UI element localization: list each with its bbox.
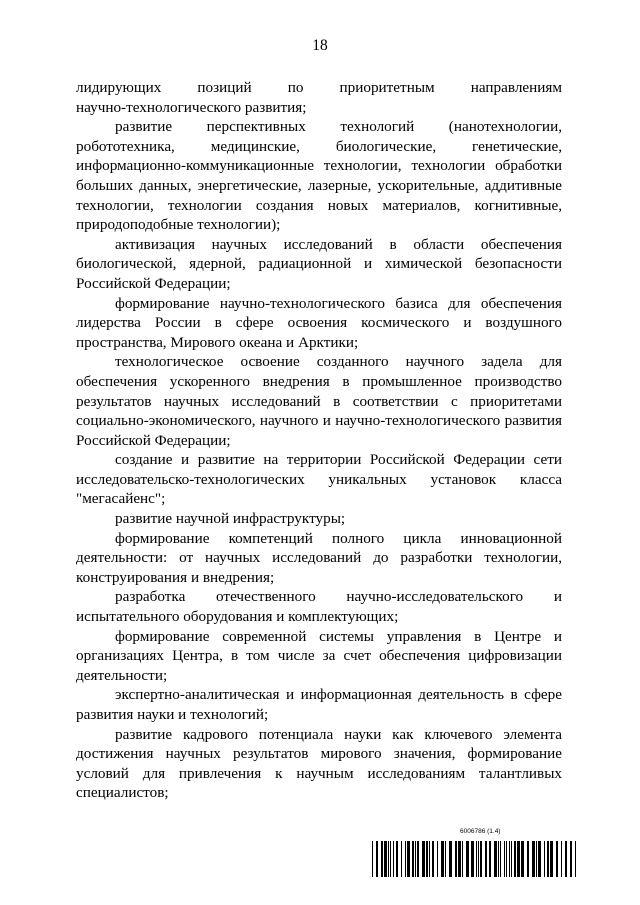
document-body	[76, 78, 562, 803]
paragraph-9: разработка отечественного научно-исследовательского и испытательного оборудования и комплектующих;	[76, 588, 562, 626]
paragraph-5: технологическое освоение созданного научного задела для обеспечения ускоренного внедрения в промышленное производство результатов научных исследований в соответствии с приоритетами социально-экономического, научного и научно-технологического развития Российской Федерации;	[76, 353, 562, 449]
paragraph-6: создание и развитие на территории Российской Федерации сети исследовательско-технологических уникальных установок класса "мегасайенс";	[76, 451, 562, 508]
paragraph-7: развитие научной инфраструктуры;	[115, 510, 346, 528]
page-number: 18	[312, 37, 328, 54]
paragraph-4: формирование научно-технологического базиса для обеспечения лидерства России в сфере освоения космического и воздушного пространства, Мирового океана и Арктики;	[76, 294, 562, 351]
paragraph-1	[76, 78, 562, 117]
paragraph-12: развитие кадрового потенциала науки как ключевого элемента достижения научных результатов мирового значения, формирование условий для привлечения к научным исследованиям талантливых специалистов;	[76, 725, 562, 802]
barcode-caption: 6006786 (1.4)	[460, 828, 501, 835]
barcode-icon	[372, 841, 576, 877]
paragraph-2: развитие перспективных технологий (нанотехнологии, робототехника, медицинские, биологические, генетические, информационно-коммуникационные технологии, технологии обработки больших данных, энергетические, лазерные, ускорительные, аддитивные технологии, технологии создания новых материалов, когнитивные, природоподобные технологии);	[76, 118, 562, 234]
paragraph-8: формирование компетенций полного цикла инновационной деятельности: от научных исследований до разработки технологии, конструирования и внедрения;	[76, 529, 562, 586]
barcode-block	[372, 828, 576, 877]
paragraph-10: формирование современной системы управления в Центре и организациях Центра, в том числе за счет обеспечения цифровизации деятельности;	[76, 627, 562, 684]
paragraph-1-rest: научно-технологического развития;	[76, 98, 307, 116]
paragraph-11: экспертно-аналитическая и информационная деятельность в сфере развития науки и технологий;	[76, 686, 562, 723]
paragraph-3: активизация научных исследований в области обеспечения биологической, ядерной, радиационной и химической безопасности Российской Федерации;	[76, 235, 562, 292]
paragraph-1-first-line: лидирующих позиций по приоритетным направлениям	[76, 79, 562, 96]
